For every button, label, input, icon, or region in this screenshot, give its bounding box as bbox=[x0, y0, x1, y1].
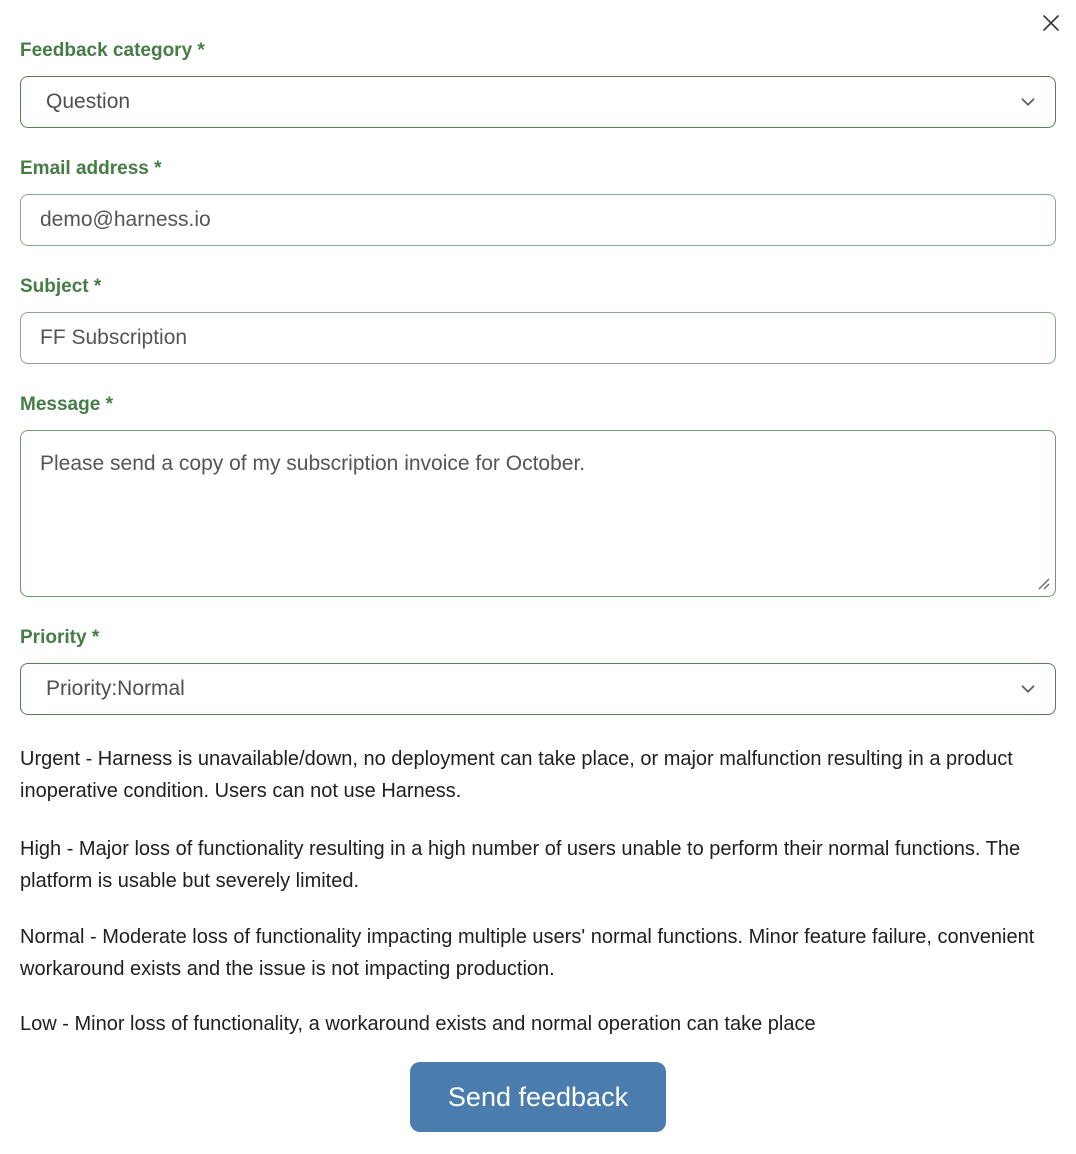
priority-note-high: High - Major loss of functionality resulting in a high number of users unable to perform their normal functions. The platform is usable but severely limited. bbox=[20, 838, 1021, 892]
required-asterisk: * bbox=[105, 394, 113, 415]
message-label bbox=[20, 394, 1056, 415]
resize-handle-icon bbox=[1037, 577, 1051, 591]
required-asterisk: * bbox=[93, 276, 102, 297]
resize-handle[interactable] bbox=[1037, 577, 1051, 591]
required-asterisk: * bbox=[154, 158, 162, 179]
message-textarea[interactable] bbox=[20, 430, 1056, 597]
priority-group bbox=[20, 627, 1056, 715]
message-label-text: Message bbox=[20, 394, 101, 415]
chevron-down-icon bbox=[1017, 91, 1039, 113]
required-asterisk: * bbox=[197, 40, 205, 61]
priority-select[interactable] bbox=[20, 663, 1056, 715]
priority-descriptions bbox=[20, 743, 1056, 1040]
email-group bbox=[20, 158, 1056, 246]
priority-note-urgent: Urgent - Harness is unavailable/down, no deployment can take place, or major malfunction resulting in a product inoperative condition. Users can not use Harness. bbox=[20, 748, 1013, 802]
priority-note-normal: Normal - Moderate loss of functionality impacting multiple users' normal functions. Minor feature failure, convenient workaround exists and the issue is not impacting production. bbox=[20, 926, 1035, 980]
subject-input[interactable] bbox=[20, 312, 1056, 364]
feedback-category-label-text: Feedback category bbox=[20, 40, 193, 61]
priority-value: Priority:Normal bbox=[46, 677, 185, 700]
subject-label bbox=[20, 276, 1056, 297]
email-label bbox=[20, 158, 1056, 179]
subject-group bbox=[20, 276, 1056, 364]
message-textarea-wrap bbox=[20, 430, 1056, 597]
feedback-category-label bbox=[20, 40, 1056, 61]
feedback-category-value: Question bbox=[46, 90, 131, 113]
subject-label-text: Subject bbox=[20, 276, 89, 297]
priority-note-low: Low - Minor loss of functionality, a workaround exists and normal operation can take place bbox=[20, 1013, 816, 1035]
feedback-category-select[interactable] bbox=[20, 76, 1056, 128]
chevron-down-icon bbox=[1017, 678, 1039, 700]
priority-label bbox=[20, 627, 1056, 648]
message-group bbox=[20, 394, 1056, 597]
feedback-category-group bbox=[20, 40, 1056, 128]
close-icon bbox=[1041, 13, 1061, 33]
required-asterisk: * bbox=[91, 627, 100, 648]
priority-label-text: Priority bbox=[20, 627, 87, 648]
email-label-text: Email address bbox=[20, 158, 149, 179]
close-button[interactable] bbox=[1038, 10, 1064, 36]
send-feedback-button[interactable]: Send feedback bbox=[410, 1062, 666, 1132]
email-input[interactable] bbox=[20, 194, 1056, 246]
